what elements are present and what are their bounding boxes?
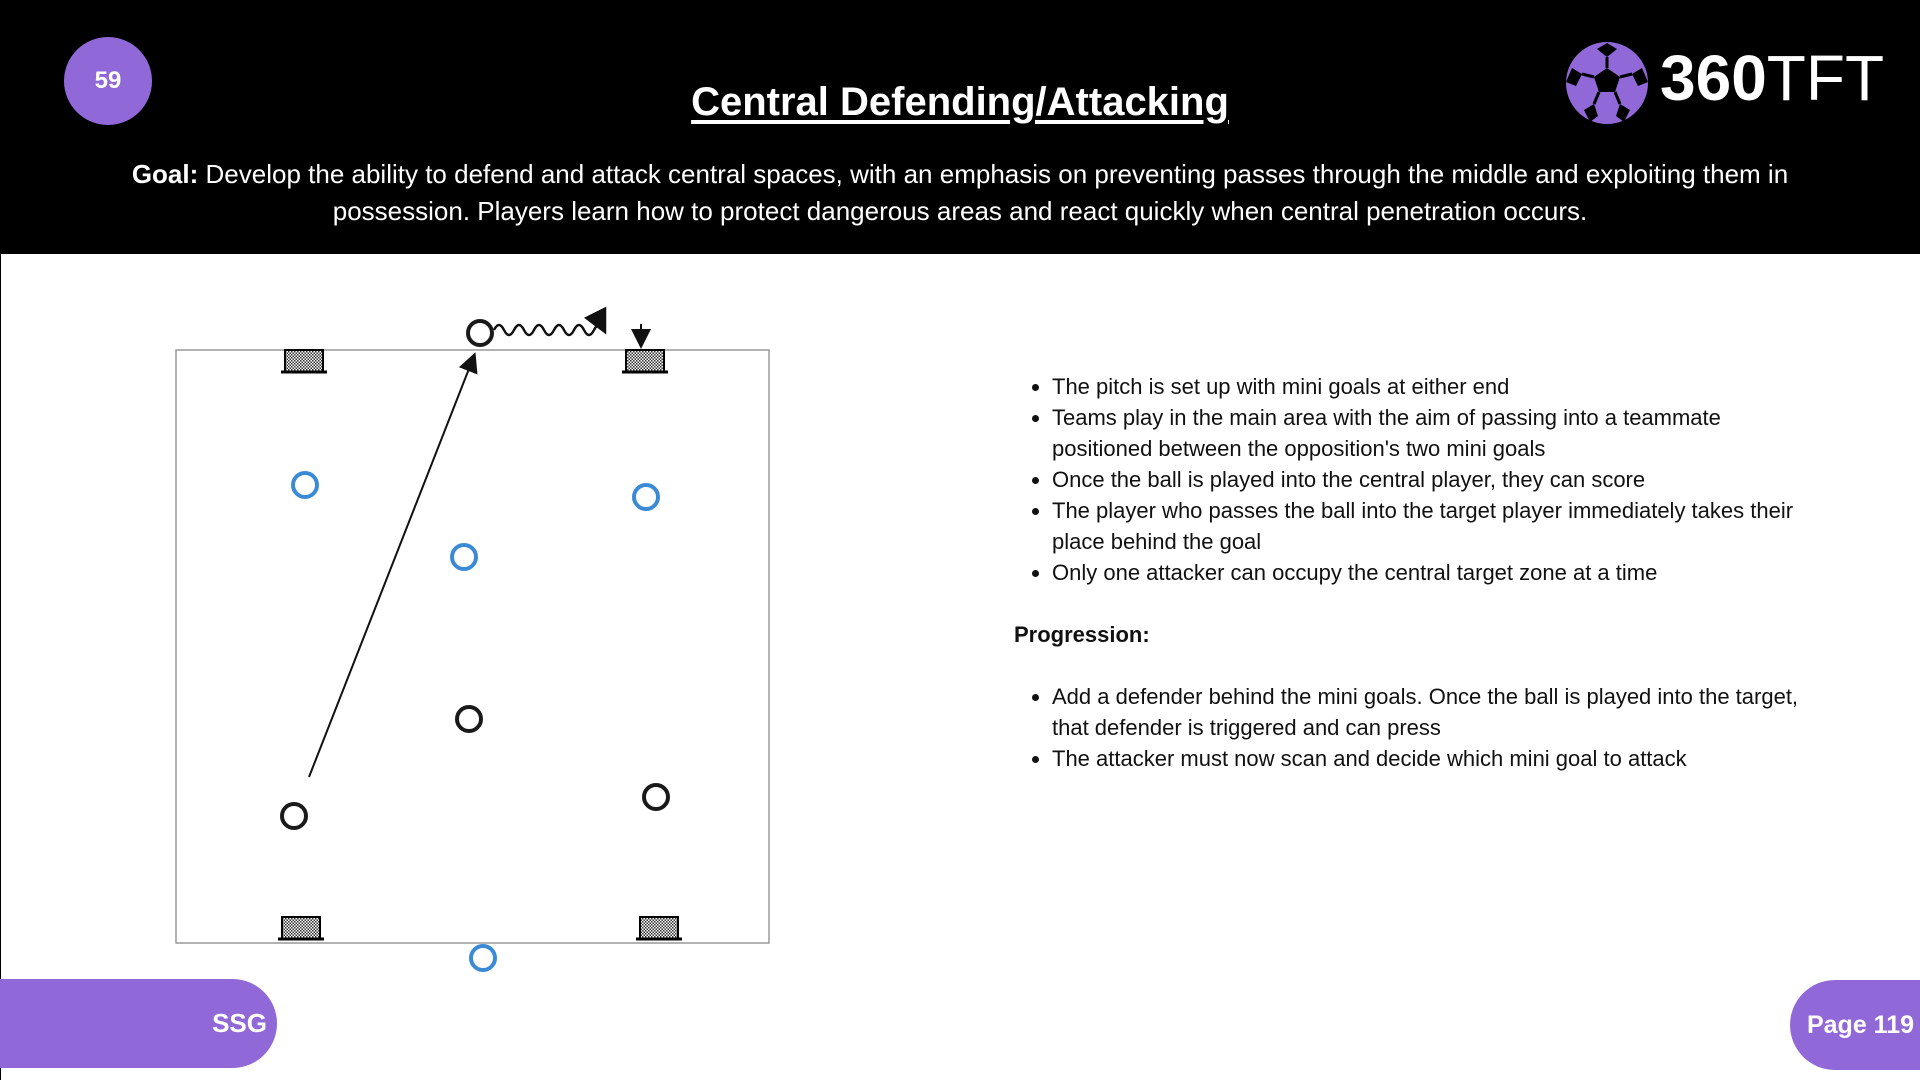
soccer-ball-icon [1562,38,1652,128]
logo-wordmark [1660,42,1885,114]
player-blue-bottom-target [471,946,495,970]
pitch-diagram [0,254,780,974]
page-label: Page 119 [1806,1010,1914,1039]
instructions-panel [1014,371,1814,774]
player-blue [634,485,658,509]
drill-number-badge: 59 [64,37,152,125]
brand-logo [1560,36,1885,130]
goal-text: Develop the ability to defend and attack central spaces, with an emphasis on preventing passes through the middle and exploiting them in possession. Players learn how to protect dangerous areas and react quickly when central penetration occurs. [205,159,1789,226]
player-blue [452,545,476,569]
pitch-boundary [176,350,769,943]
mini-goal-top-left [281,350,327,372]
section-label: SSG [212,1008,267,1038]
progression-heading: Progression: [1014,622,1150,647]
list-item: • Only one attacker can occupy the central target zone at a time [1052,557,1814,588]
list-item: • Once the ball is played into the central player, they can score [1052,464,1814,495]
page-number-tab [1790,980,1920,1070]
page-title: Central Defending/Attacking [691,80,1229,124]
logo-text-bold: 360 [1660,42,1767,114]
player-blue [293,473,317,497]
mini-goal-bottom-right [636,917,682,939]
player-black-top-target [468,321,492,345]
player-black [644,785,668,809]
section-tab [0,979,277,1068]
instructions-list [1014,371,1814,588]
mini-goal-top-right [622,350,668,372]
list-item: • Add a defender behind the mini goals. Once the ball is played into the target, that defender is triggered and can press [1052,681,1814,743]
player-black [457,707,481,731]
list-item: • The attacker must now scan and decide which mini goal to attack [1052,743,1814,774]
list-item: • The pitch is set up with mini goals at either end [1052,371,1814,402]
goal-description [95,156,1825,230]
list-item: • Teams play in the main area with the aim of passing into a teammate positioned between the opposition's two mini goals [1052,402,1814,464]
mini-goal-bottom-left [278,917,324,939]
goal-label: Goal: [131,159,199,189]
list-item: • The player who passes the ball into the target player immediately takes their place behind the goal [1052,495,1814,557]
pass-arrow [309,356,474,777]
progression-list [1014,681,1814,774]
header-bar [0,0,1920,254]
logo-text-light: TFT [1766,42,1885,114]
player-black [282,804,306,828]
dribble-arrow [494,325,604,335]
